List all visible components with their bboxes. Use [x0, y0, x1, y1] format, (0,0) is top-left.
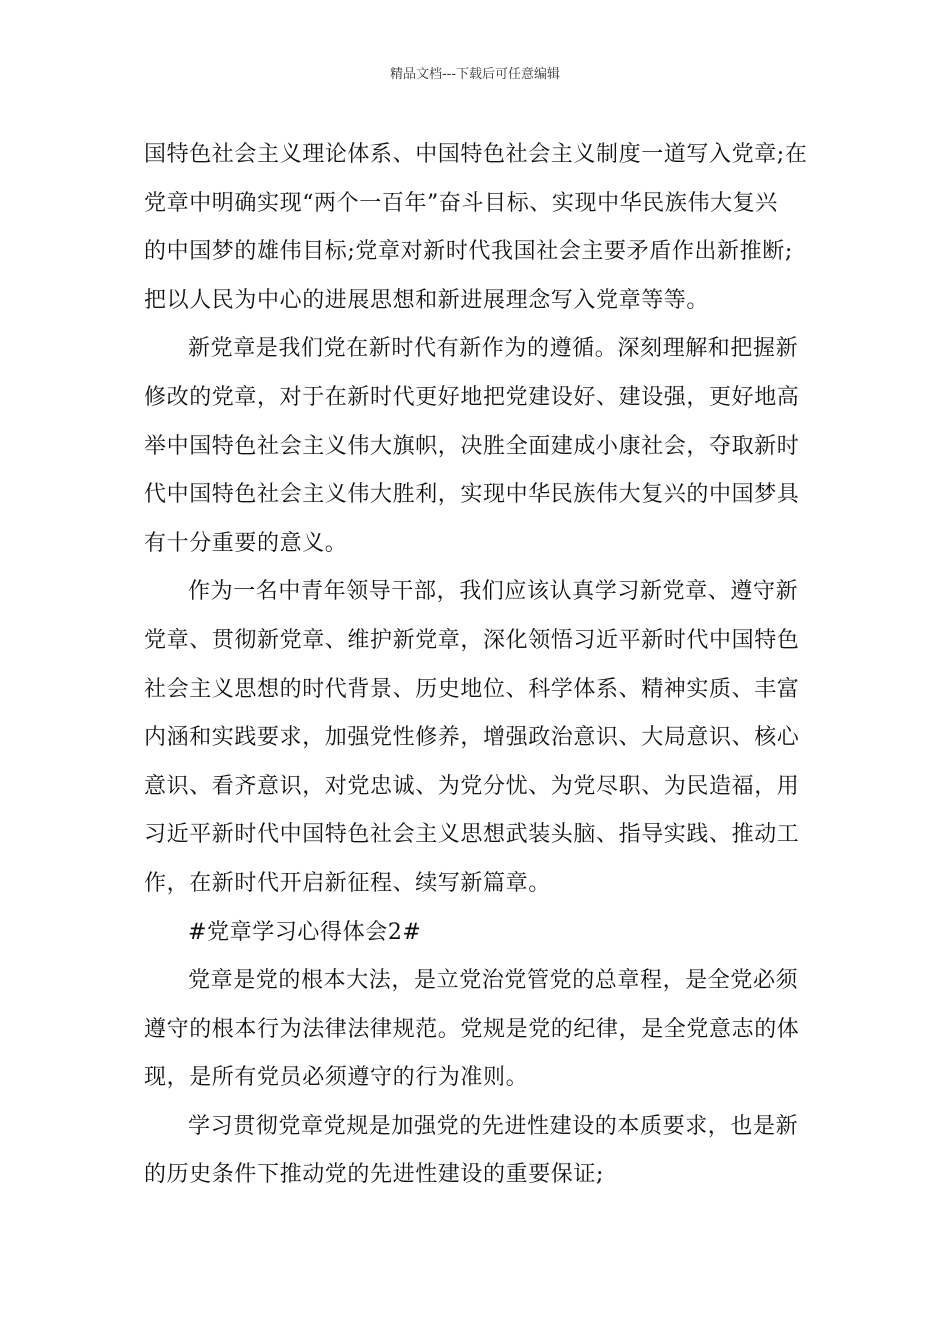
- heading-text: #党章学习心得体会2#: [188, 919, 422, 945]
- paragraph: [144, 568, 808, 908]
- text-line: 社会主义思想的时代背景、历史地位、科学体系、精神实质、丰富: [144, 676, 800, 702]
- text-line: 习近平新时代中国特色社会主义思想武装头脑、指导实践、推动工: [144, 822, 800, 848]
- text-line: 的历史条件下推动党的先进性建设的重要保证;: [144, 1162, 605, 1188]
- text-line: 学习贯彻党章党规是加强党的先进性建设的本质要求，也是新: [188, 1113, 799, 1139]
- text-line: 国特色社会主义理论体系、中国特色社会主义制度一道写入党章;在: [144, 142, 808, 167]
- document-body: [144, 131, 808, 1200]
- text-line: 党章是党的根本大法，是立党治党管党的总章程，是全党必须: [188, 968, 799, 994]
- text-line: 遵守的根本行为法律法律规范。党规是党的纪律，是全党意志的体: [144, 1016, 800, 1042]
- text-line: 代中国特色社会主义伟大胜利，实现中华民族伟大复兴的中国梦具: [144, 482, 800, 508]
- page-header: 精品文档---下载后可任意编辑: [389, 67, 561, 82]
- paragraph: [144, 131, 808, 325]
- text-line: 党章、贯彻新党章、维护新党章，深化领悟习近平新时代中国特色: [144, 627, 800, 653]
- text-line: 党章中明确实现“两个一百年”奋斗目标、实现中华民族伟大复兴: [144, 190, 778, 216]
- text-line: 现，是所有党员必须遵守的行为准则。: [144, 1065, 529, 1091]
- text-line: 举中国特色社会主义伟大旗帜，决胜全面建成小康社会，夺取新时: [144, 433, 800, 459]
- paragraph: [144, 1103, 808, 1200]
- text-line: 意识、看齐意识，对党忠诚、为党分忧、为党尽职、为民造福，用: [144, 773, 800, 799]
- text-line: 有十分重要的意义。: [144, 530, 348, 556]
- text-line: 作为一名中青年领导干部，我们应该认真学习新党章、遵守新: [188, 579, 799, 605]
- text-line: 内涵和实践要求，加强党性修养，增强政治意识、大局意识、核心: [144, 725, 800, 751]
- paragraph: [144, 957, 808, 1103]
- section-heading: [144, 909, 808, 958]
- text-line: 的中国梦的雄伟目标;党章对新时代我国社会主要矛盾作出新推断;: [144, 239, 793, 265]
- text-line: 把以人民为中心的进展思想和新进展理念写入党章等等。: [144, 287, 710, 313]
- text-line: 修改的党章，对于在新时代更好地把党建设好、建设强，更好地高: [144, 384, 800, 410]
- text-line: 新党章是我们党在新时代有新作为的遵循。深刻理解和把握新: [188, 336, 799, 362]
- paragraph: [144, 325, 808, 568]
- text-line: 作，在新时代开启新征程、续写新篇章。: [144, 870, 551, 896]
